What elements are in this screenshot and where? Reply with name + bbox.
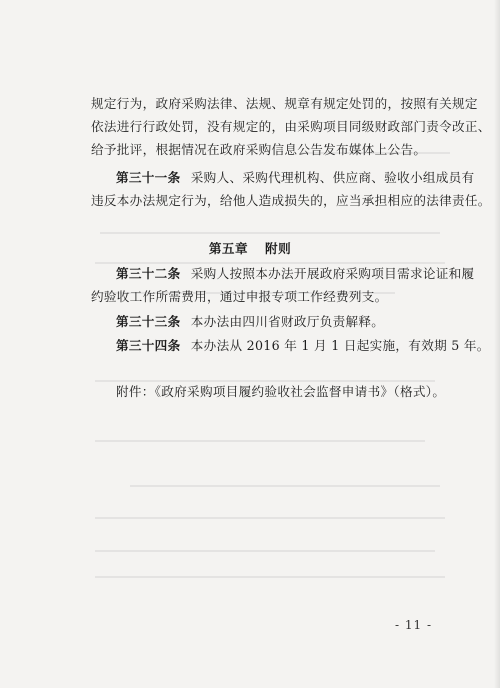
text-line: 规定行为，政府采购法律、法规、规章有规定处罚的，按照有关规定 [91, 96, 478, 111]
chapter-heading [0, 238, 500, 257]
text-line: 采购人按照本办法开展政府采购项目需求论证和履 [190, 266, 475, 281]
article-label: 第三十三条 [116, 314, 181, 329]
attachment-text: 附件：《政府采购项目履约验收社会监督申请书》（格式）。 [116, 384, 446, 399]
chapter-title: 附则 [264, 241, 292, 256]
bleed-through-mark [100, 232, 440, 234]
article-34 [91, 334, 490, 357]
paragraph-continuation [91, 92, 491, 161]
text-line: 给予批评，根据情况在政府采购信息公告发布媒体上公告。 [91, 142, 427, 157]
bleed-through-mark [95, 517, 445, 519]
page-number: - 11 - [395, 618, 433, 632]
article-label: 第三十一条 [116, 170, 181, 185]
bleed-through-mark [95, 550, 435, 552]
article-label: 第三十二条 [116, 266, 181, 281]
text-line: 本办法从 2016 年 1 月 1 日起实施，有效期 5 年。 [190, 338, 490, 353]
page-edge-shadow [494, 0, 500, 688]
article-label: 第三十四条 [116, 338, 181, 353]
text-line: 本办法由四川省财政厅负责解释。 [190, 314, 385, 329]
chapter-number: 第五章 [208, 241, 249, 256]
bleed-through-mark [95, 440, 425, 442]
text-line: 违反本办法规定行为，给他人造成损失的，应当承担相应的法律责任。 [91, 193, 491, 208]
attachment-note [91, 380, 451, 403]
article-33 [91, 310, 451, 333]
bleed-through-mark [130, 485, 440, 487]
text-line: 依法进行行政处罚，没有规定的，由采购项目同级财政部门责令改正、 [91, 119, 491, 134]
bleed-through-mark [95, 576, 445, 578]
article-32 [91, 262, 475, 308]
text-line: 采购人、采购代理机构、供应商、验收小组成员有 [190, 170, 475, 185]
article-31 [91, 166, 491, 212]
text-line: 约验收工作所需费用，通过申报专项工作经费列支。 [91, 289, 388, 304]
